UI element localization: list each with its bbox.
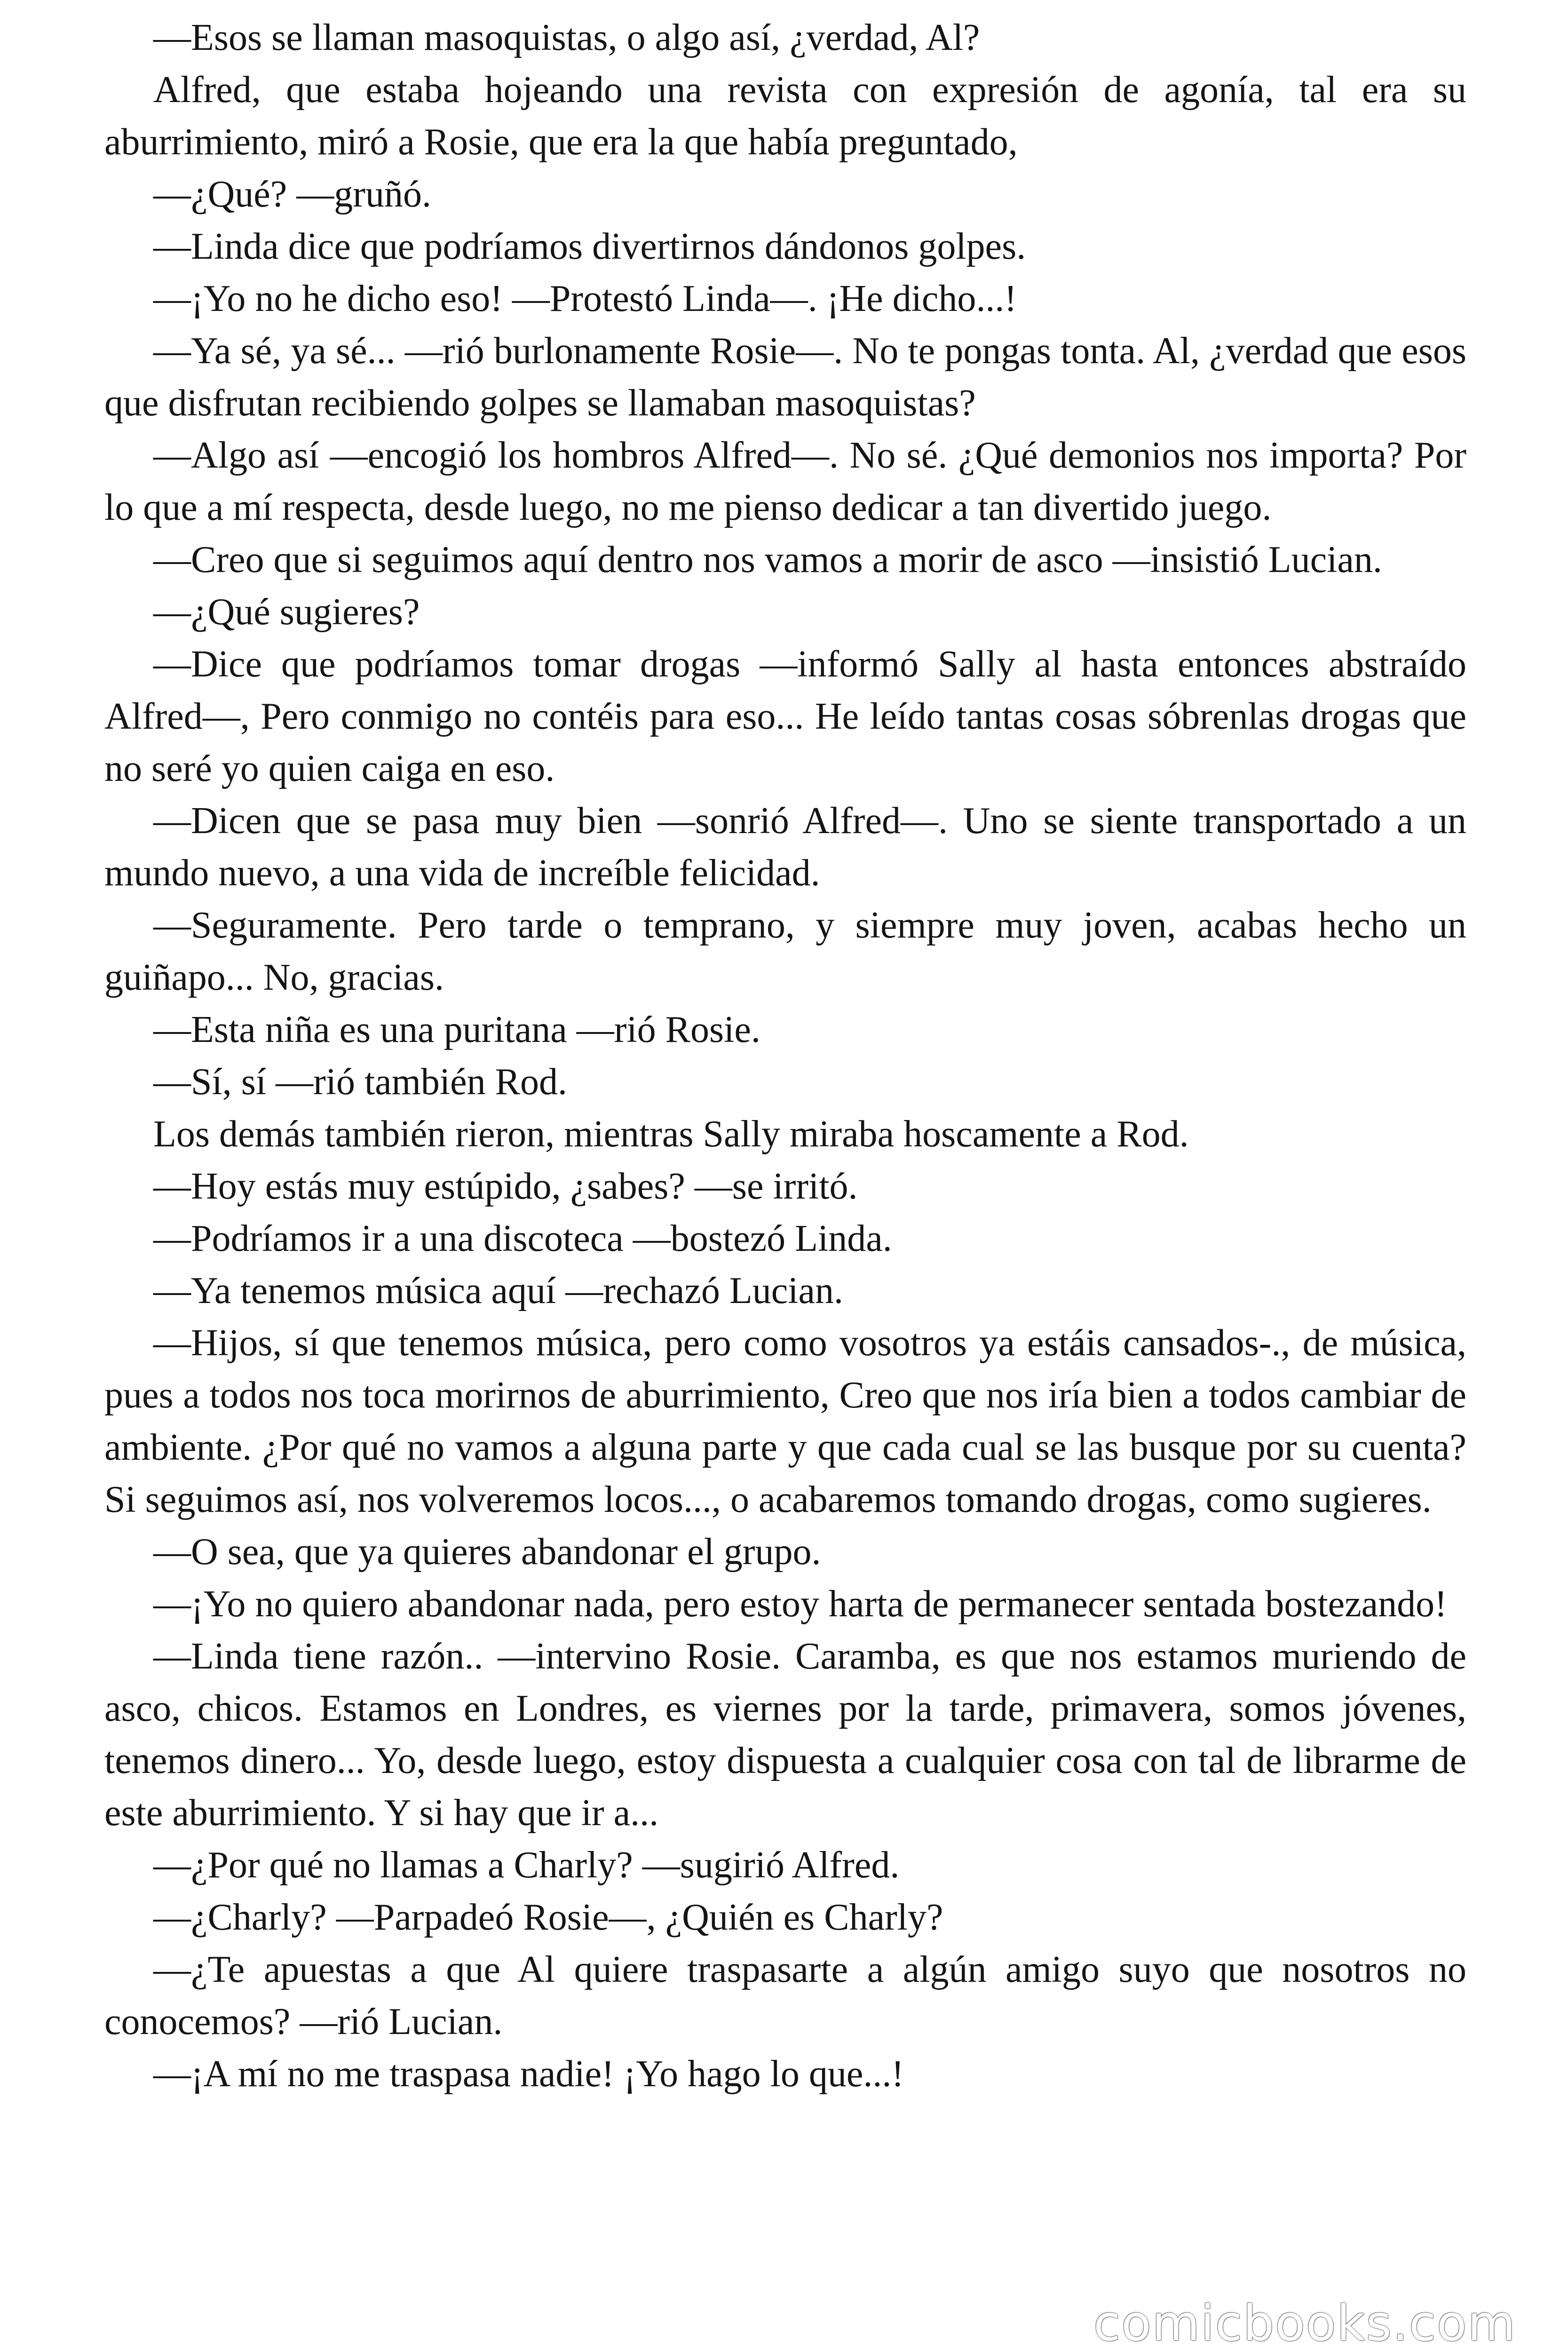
watermark: comicbooks.com	[1093, 2295, 1516, 2352]
paragraph: —Podríamos ir a una discoteca —bostezó Linda.	[153, 1218, 892, 1259]
paragraph: —Ya sé, ya sé... —rió burlonamente Rosie—. No te pongas tonta. Al, ¿verdad que esos que disfrutan recibiendo golpes se llamaban masoquistas?	[104, 330, 1466, 424]
paragraph: —O sea, que ya quieres abandonar el grupo.	[153, 1531, 821, 1573]
paragraph: —Linda dice que podríamos divertirnos dándonos golpes.	[153, 226, 1026, 267]
paragraph: —Hijos, sí que tenemos música, pero como vosotros ya estáis cansados-., de música, pues a todos nos toca morirnos de aburrimiento, Creo que nos iría bien a todos cambiar de ambiente. ¿Por qué no vamos a alguna parte y que cada cual se las busque por su cuenta? Si seguimos así, nos volveremos locos..., o acabaremos tomando drogas, como sugieres.	[104, 1322, 1466, 1520]
paragraph: —¡Yo no he dicho eso! —Protestó Linda—. ¡He dicho...!	[153, 278, 1017, 319]
paragraph: —Hoy estás muy estúpido, ¿sabes? —se irritó.	[153, 1166, 858, 1207]
paragraph: —¿Te apuestas a que Al quiere traspasarte a algún amigo suyo que nosotros no conocemos? —rió Lucian.	[104, 1949, 1466, 2042]
paragraph: —Algo así —encogió los hombros Alfred—. No sé. ¿Qué demonios nos importa? Por lo que a mí respecta, desde luego, no me pienso dedicar a tan divertido juego.	[104, 435, 1466, 528]
paragraph: —¿Charly? —Parpadeó Rosie—, ¿Quién es Charly?	[153, 1897, 943, 1938]
book-page-text	[104, 12, 1466, 2100]
paragraph: —Esos se llaman masoquistas, o algo así, ¿verdad, Al?	[153, 17, 980, 58]
paragraph: Los demás también rieron, mientras Sally miraba hoscamente a Rod.	[153, 1113, 1189, 1155]
paragraph: —¿Por qué no llamas a Charly? —sugirió Alfred.	[153, 1844, 900, 1886]
paragraph: —Dicen que se pasa muy bien —sonrió Alfred—. Uno se siente transportado a un mundo nuevo, a una vida de increíble felicidad.	[104, 800, 1466, 894]
paragraph: —¡A mí no me traspasa nadie! ¡Yo hago lo que...!	[153, 2053, 904, 2095]
paragraph: —Dice que podríamos tomar drogas —informó Sally al hasta entonces abstraído Alfred—, Pero conmigo no contéis para eso... He leído tantas cosas sóbrenlas drogas que no seré yo quien caiga en eso.	[104, 644, 1466, 789]
paragraph: —Ya tenemos música aquí —rechazó Lucian.	[153, 1270, 843, 1311]
paragraph: —¿Qué? —gruñó.	[153, 174, 431, 215]
paragraph: —Esta niña es una puritana —rió Rosie.	[153, 1009, 760, 1050]
paragraph: —¡Yo no quiero abandonar nada, pero estoy harta de permanecer sentada bostezando!	[153, 1583, 1447, 1625]
paragraph: —¿Qué sugieres?	[153, 591, 420, 633]
paragraph: —Creo que si seguimos aquí dentro nos vamos a morir de asco —insistió Lucian.	[153, 539, 1382, 580]
paragraph: Alfred, que estaba hojeando una revista con expresión de agonía, tal era su aburrimiento, miró a Rosie, que era la que había preguntado,	[104, 69, 1466, 163]
paragraph: —Sí, sí —rió también Rod.	[153, 1061, 567, 1103]
paragraph: —Seguramente. Pero tarde o temprano, y siempre muy joven, acabas hecho un guiñapo... No, gracias.	[104, 905, 1466, 998]
paragraph: —Linda tiene razón.. —intervino Rosie. Caramba, es que nos estamos muriendo de asco, chicos. Estamos en Londres, es viernes por la tarde, primavera, somos jóvenes, tenemos dinero... Yo, desde luego, estoy dispuesta a cualquier cosa con tal de librarme de este aburrimiento. Y si hay que ir a...	[104, 1636, 1466, 1834]
